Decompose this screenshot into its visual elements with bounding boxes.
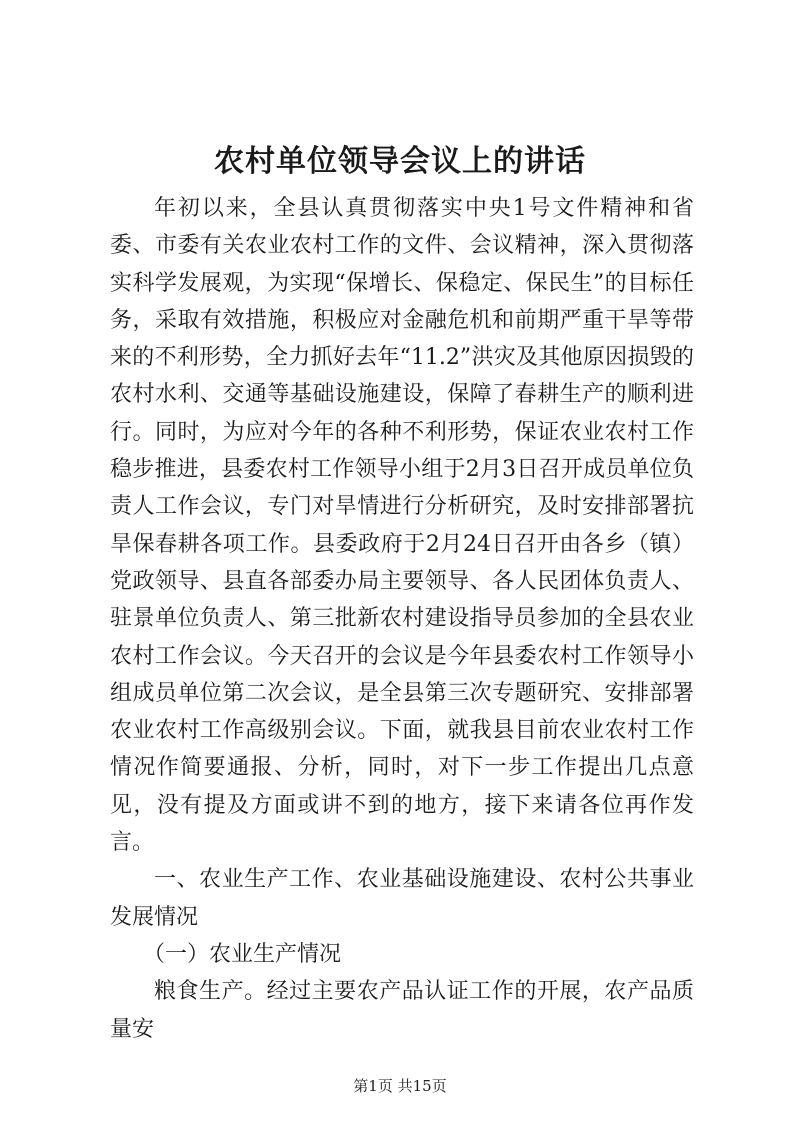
body-paragraph-intro: 年初以来，全县认真贯彻落实中央1号文件精神和省委、市委有关农业农村工作的文件、会议精神，深入贯彻落实科学发展观，为实现“保增长、保稳定、保民生”的目标任务，采取有效措施，积极应对金融危机和前期严重干旱等带来的不利形势，全力抓好去年“11.2”洪灾及其他原因损毁的农村水利、交通等基础设施建设，保障了春耕生产的顺利进行。同时，为应对今年的各种不利形势，保证农业农村工作稳步推进，县委农村工作领导小组于2月3日召开成员单位负责人工作会议，专门对旱情进行分析研究，及时安排部署抗旱保春耕各项工作。县委政府于2月24日召开由各乡（镇）党政领导、县直各部委办局主要领导、各人民团体负责人、驻景单位负责人、第三批新农村建设指导员参加的全县农业农村工作会议。今天召开的会议是今年县委农村工作领导小组成员单位第二次会议，是全县第三次专题研究、安排部署农业农村工作高级别会议。下面，就我县目前农业农村工作情况作简要通报、分析，同时，对下一步工作提出几点意见，没有提及方面或讲不到的地方，接下来请各位再作发言。	[110, 196, 694, 856]
document-title: 农村单位领导会议上的讲话	[214, 144, 586, 179]
section-heading-1: 一、农业生产工作、农业基础设施建设、农村公共事业发展情况	[110, 867, 694, 930]
document-body	[110, 190, 694, 1048]
subsection-heading-1: （一）农业生产情况	[143, 941, 342, 967]
page-number-footer: 第1页 共15页	[353, 1077, 447, 1095]
body-paragraph-grain: 粮食生产。经过主要农产品认证工作的开展，农产品质量安	[110, 979, 694, 1042]
